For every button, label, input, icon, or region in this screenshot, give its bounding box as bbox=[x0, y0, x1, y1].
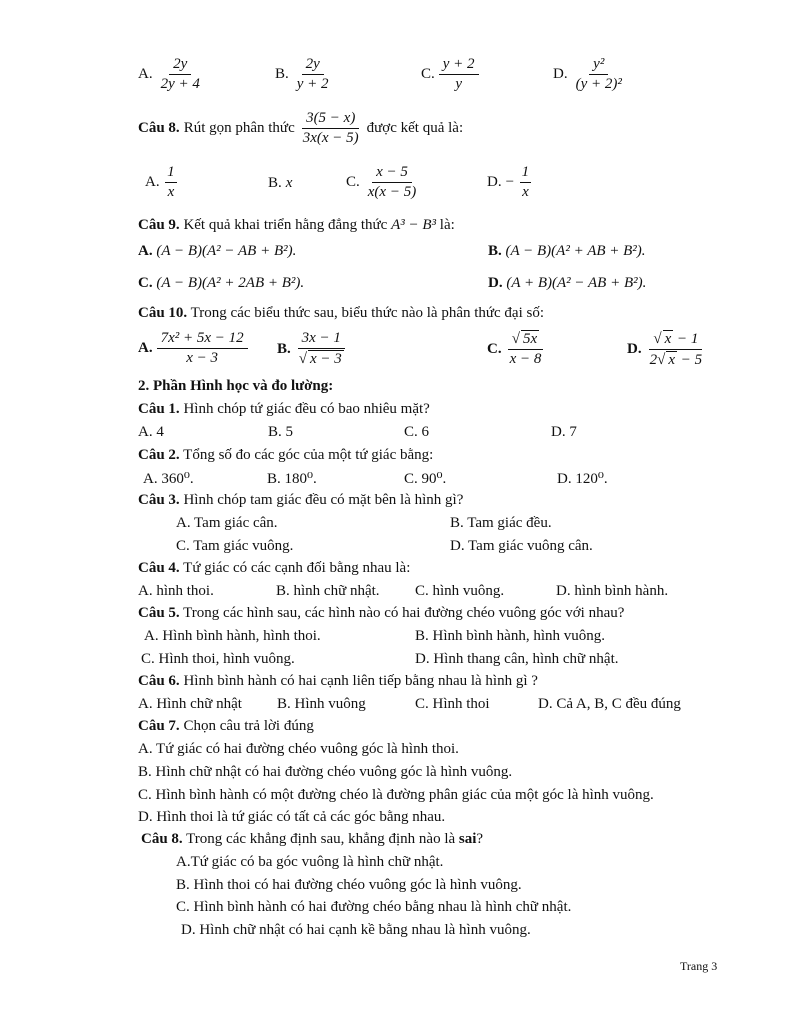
geo-q2-option-d: D. 120⁰. bbox=[557, 471, 608, 487]
expression: A³ − B³ bbox=[391, 217, 437, 233]
option-label: A. bbox=[138, 340, 153, 357]
option-label: C. bbox=[138, 275, 153, 291]
geo-q6-option-c: C. Hình thoi bbox=[415, 696, 490, 712]
geo-q5-option-a: A. Hình bình hành, hình thoi. bbox=[144, 628, 321, 644]
option-label: C. bbox=[487, 340, 502, 357]
q9-option-a bbox=[138, 243, 296, 260]
question-label: Câu 9. bbox=[138, 217, 180, 233]
q8-option-d bbox=[487, 164, 533, 202]
geo-q5-option-c: C. Hình thoi, hình vuông. bbox=[141, 651, 295, 667]
sqrt-sign: √ bbox=[657, 352, 666, 369]
geo-q5-question: Câu 5. Trong các hình sau, các hình nào có hai đường chéo vuông góc với nhau? bbox=[138, 605, 625, 621]
q7-option-d bbox=[553, 56, 626, 94]
option-label: D. bbox=[553, 66, 568, 83]
fraction: $\frac{\text{y²}}{\text{(y + 2)²}}$ bbox=[575, 56, 622, 93]
option-label: A. bbox=[145, 174, 160, 191]
q8-option-b bbox=[268, 175, 292, 192]
sqrt-sign: √ bbox=[511, 331, 521, 347]
fraction: $\frac{2y}{y + 2}$ bbox=[296, 56, 329, 93]
question-suffix: là: bbox=[439, 217, 455, 233]
fraction: $\frac{√ 5x}{x - 8}$ bbox=[509, 331, 542, 368]
option-label: C. bbox=[346, 174, 360, 191]
option-label: D. bbox=[487, 174, 502, 191]
geo-q8-question: Câu 8. Trong các khẳng định sau, khẳng định nào là sai? bbox=[141, 831, 484, 847]
option-label: B. bbox=[488, 243, 502, 259]
geo-q3-question: Câu 3. Hình chóp tam giác đều có mặt bên là hình gì? bbox=[138, 492, 464, 508]
option-label: B. bbox=[275, 66, 289, 83]
fraction: $\frac{√ x - 1}{2√ x - 5}$ bbox=[649, 331, 703, 369]
sqrt-sign: √ bbox=[653, 331, 662, 347]
geo-q8-option-d: D. Hình chữ nhật có hai cạnh kề bằng nhau là hình vuông. bbox=[181, 922, 531, 938]
q10-option-a bbox=[138, 330, 248, 368]
question-text: Rút gọn phân thức bbox=[183, 120, 295, 137]
geo-q6-option-d: D. Cả A, B, C đều đúng bbox=[538, 696, 681, 712]
geo-q3-option-d: D. Tam giác vuông cân. bbox=[450, 538, 593, 554]
question-text: Trong các biểu thức sau, biểu thức nào là phân thức đại số: bbox=[190, 305, 545, 321]
question-label: Câu 10. bbox=[138, 305, 188, 321]
geo-q4-option-b: B. hình chữ nhật. bbox=[276, 583, 380, 599]
geo-q7-option-b: B. Hình chữ nhật có hai đường chéo vuông góc là hình vuông. bbox=[138, 764, 513, 780]
minus-sign: − bbox=[505, 174, 515, 191]
geo-q4-option-a: A. hình thoi. bbox=[138, 583, 214, 599]
fraction: $\frac{1}{x}$ bbox=[167, 164, 175, 201]
option-label: A. bbox=[138, 66, 153, 83]
option-value: (A − B)(A² + AB + B²). bbox=[505, 243, 646, 259]
question-label: Câu 8. bbox=[138, 120, 180, 137]
geo-q3-option-b: B. Tam giác đều. bbox=[450, 515, 552, 531]
fraction: $\frac{2y}{2y + 4}$ bbox=[160, 56, 200, 93]
q7-option-b bbox=[275, 56, 333, 94]
q10-option-d bbox=[627, 330, 706, 370]
q8-question bbox=[138, 110, 463, 148]
geo-q2-option-c: C. 90⁰. bbox=[404, 471, 447, 487]
q9-option-c bbox=[138, 275, 304, 292]
fraction: $\frac{x - 5}{x(x - 5)}$ bbox=[367, 164, 417, 201]
q10-option-b bbox=[277, 330, 348, 369]
question-suffix: được kết quả là: bbox=[366, 120, 464, 137]
fraction: $\frac{y + 2}{y}$ bbox=[439, 56, 479, 94]
option-label: B. bbox=[277, 340, 291, 357]
geo-q3-option-a: A. Tam giác cân. bbox=[176, 515, 278, 531]
geo-q7-option-a: A. Tứ giác có hai đường chéo vuông góc là hình thoi. bbox=[138, 741, 459, 757]
sqrt-sign: √ bbox=[298, 351, 307, 368]
geo-q6-question: Câu 6. Hình bình hành có hai cạnh liên tiếp bằng nhau là hình gì ? bbox=[138, 673, 538, 689]
section-heading: 2. Phần Hình học và đo lường: bbox=[138, 378, 334, 394]
geo-q4-option-d: D. hình bình hành. bbox=[556, 583, 669, 599]
q7-option-a bbox=[138, 56, 204, 94]
geo-q5-option-b: B. Hình bình hành, hình vuông. bbox=[415, 628, 605, 644]
q7-option-c bbox=[421, 56, 479, 94]
option-label: D. bbox=[627, 341, 642, 358]
geo-q1-option-a: A. 4 bbox=[138, 424, 164, 440]
q9-question bbox=[138, 217, 455, 234]
page-number: Trang 3 bbox=[680, 959, 718, 973]
option-value: (A + B)(A² − AB + B²). bbox=[506, 275, 647, 291]
geo-q6-option-b: B. Hình vuông bbox=[277, 696, 366, 712]
geo-q7-option-c: C. Hình bình hành có một đường chéo là đường phân giác của một góc là hình vuông. bbox=[138, 787, 654, 803]
q9-option-d bbox=[488, 275, 646, 292]
fraction: $\frac{3x - 1}{√ x - 3}$ bbox=[295, 330, 348, 369]
option-value: x bbox=[285, 175, 293, 191]
geo-q8-option-c: C. Hình bình hành có hai đường chéo bằng nhau là hình chữ nhật. bbox=[176, 899, 572, 915]
geo-q6-option-a: A. Hình chữ nhật bbox=[138, 696, 242, 712]
geo-q2-question: Câu 2. Tổng số đo các góc của một tứ giác bằng: bbox=[138, 447, 434, 463]
geo-q5-option-d: D. Hình thang cân, hình chữ nhật. bbox=[415, 651, 619, 667]
q10-question bbox=[138, 305, 544, 322]
geo-q8-option-a: A.Tứ giác có ba góc vuông là hình chữ nhật. bbox=[176, 854, 444, 870]
option-value: (A − B)(A² − AB + B²). bbox=[156, 243, 297, 259]
geo-q7-option-d: D. Hình thoi là tứ giác có tất cả các góc bằng nhau. bbox=[138, 809, 446, 825]
geo-q2-option-b: B. 180⁰. bbox=[267, 471, 317, 487]
q10-option-c bbox=[487, 330, 545, 369]
option-value: (A − B)(A² + 2AB + B²). bbox=[156, 275, 305, 291]
q8-option-a bbox=[145, 164, 178, 202]
geo-q1-option-b: B. 5 bbox=[268, 424, 294, 440]
option-label: D. bbox=[488, 275, 503, 291]
geo-q4-option-c: C. hình vuông. bbox=[415, 583, 505, 599]
geo-q4-question: Câu 4. Tứ giác có các cạnh đối bằng nhau là: bbox=[138, 560, 411, 576]
geo-q2-option-a: A. 360⁰. bbox=[143, 471, 194, 487]
geo-q1-option-c: C. 6 bbox=[404, 424, 430, 440]
option-label: B. bbox=[268, 175, 282, 191]
geo-q1-option-d: D. 7 bbox=[551, 424, 577, 440]
q8-option-c bbox=[346, 164, 420, 202]
fraction: $\frac{3(5 - x)}{3x(x - 5)}$ bbox=[302, 110, 359, 147]
geo-q7-question: Câu 7. Chọn câu trả lời đúng bbox=[138, 718, 314, 734]
q9-option-b bbox=[488, 243, 646, 260]
geo-q3-option-c: C. Tam giác vuông. bbox=[176, 538, 294, 554]
fraction: $\frac{\text{7x² + 5x − 12}}{x - 3}$ bbox=[157, 330, 248, 368]
fraction: $\frac{1}{x}$ bbox=[521, 164, 530, 201]
option-label: C. bbox=[421, 66, 435, 83]
geo-q1-question: Câu 1. Hình chóp tứ giác đều có bao nhiêu mặt? bbox=[138, 401, 430, 417]
question-text: Kết quả khai triển hằng đẳng thức bbox=[183, 217, 388, 233]
option-label: A. bbox=[138, 243, 153, 259]
geo-q8-option-b: B. Hình thoi có hai đường chéo vuông góc là hình vuông. bbox=[176, 877, 522, 893]
